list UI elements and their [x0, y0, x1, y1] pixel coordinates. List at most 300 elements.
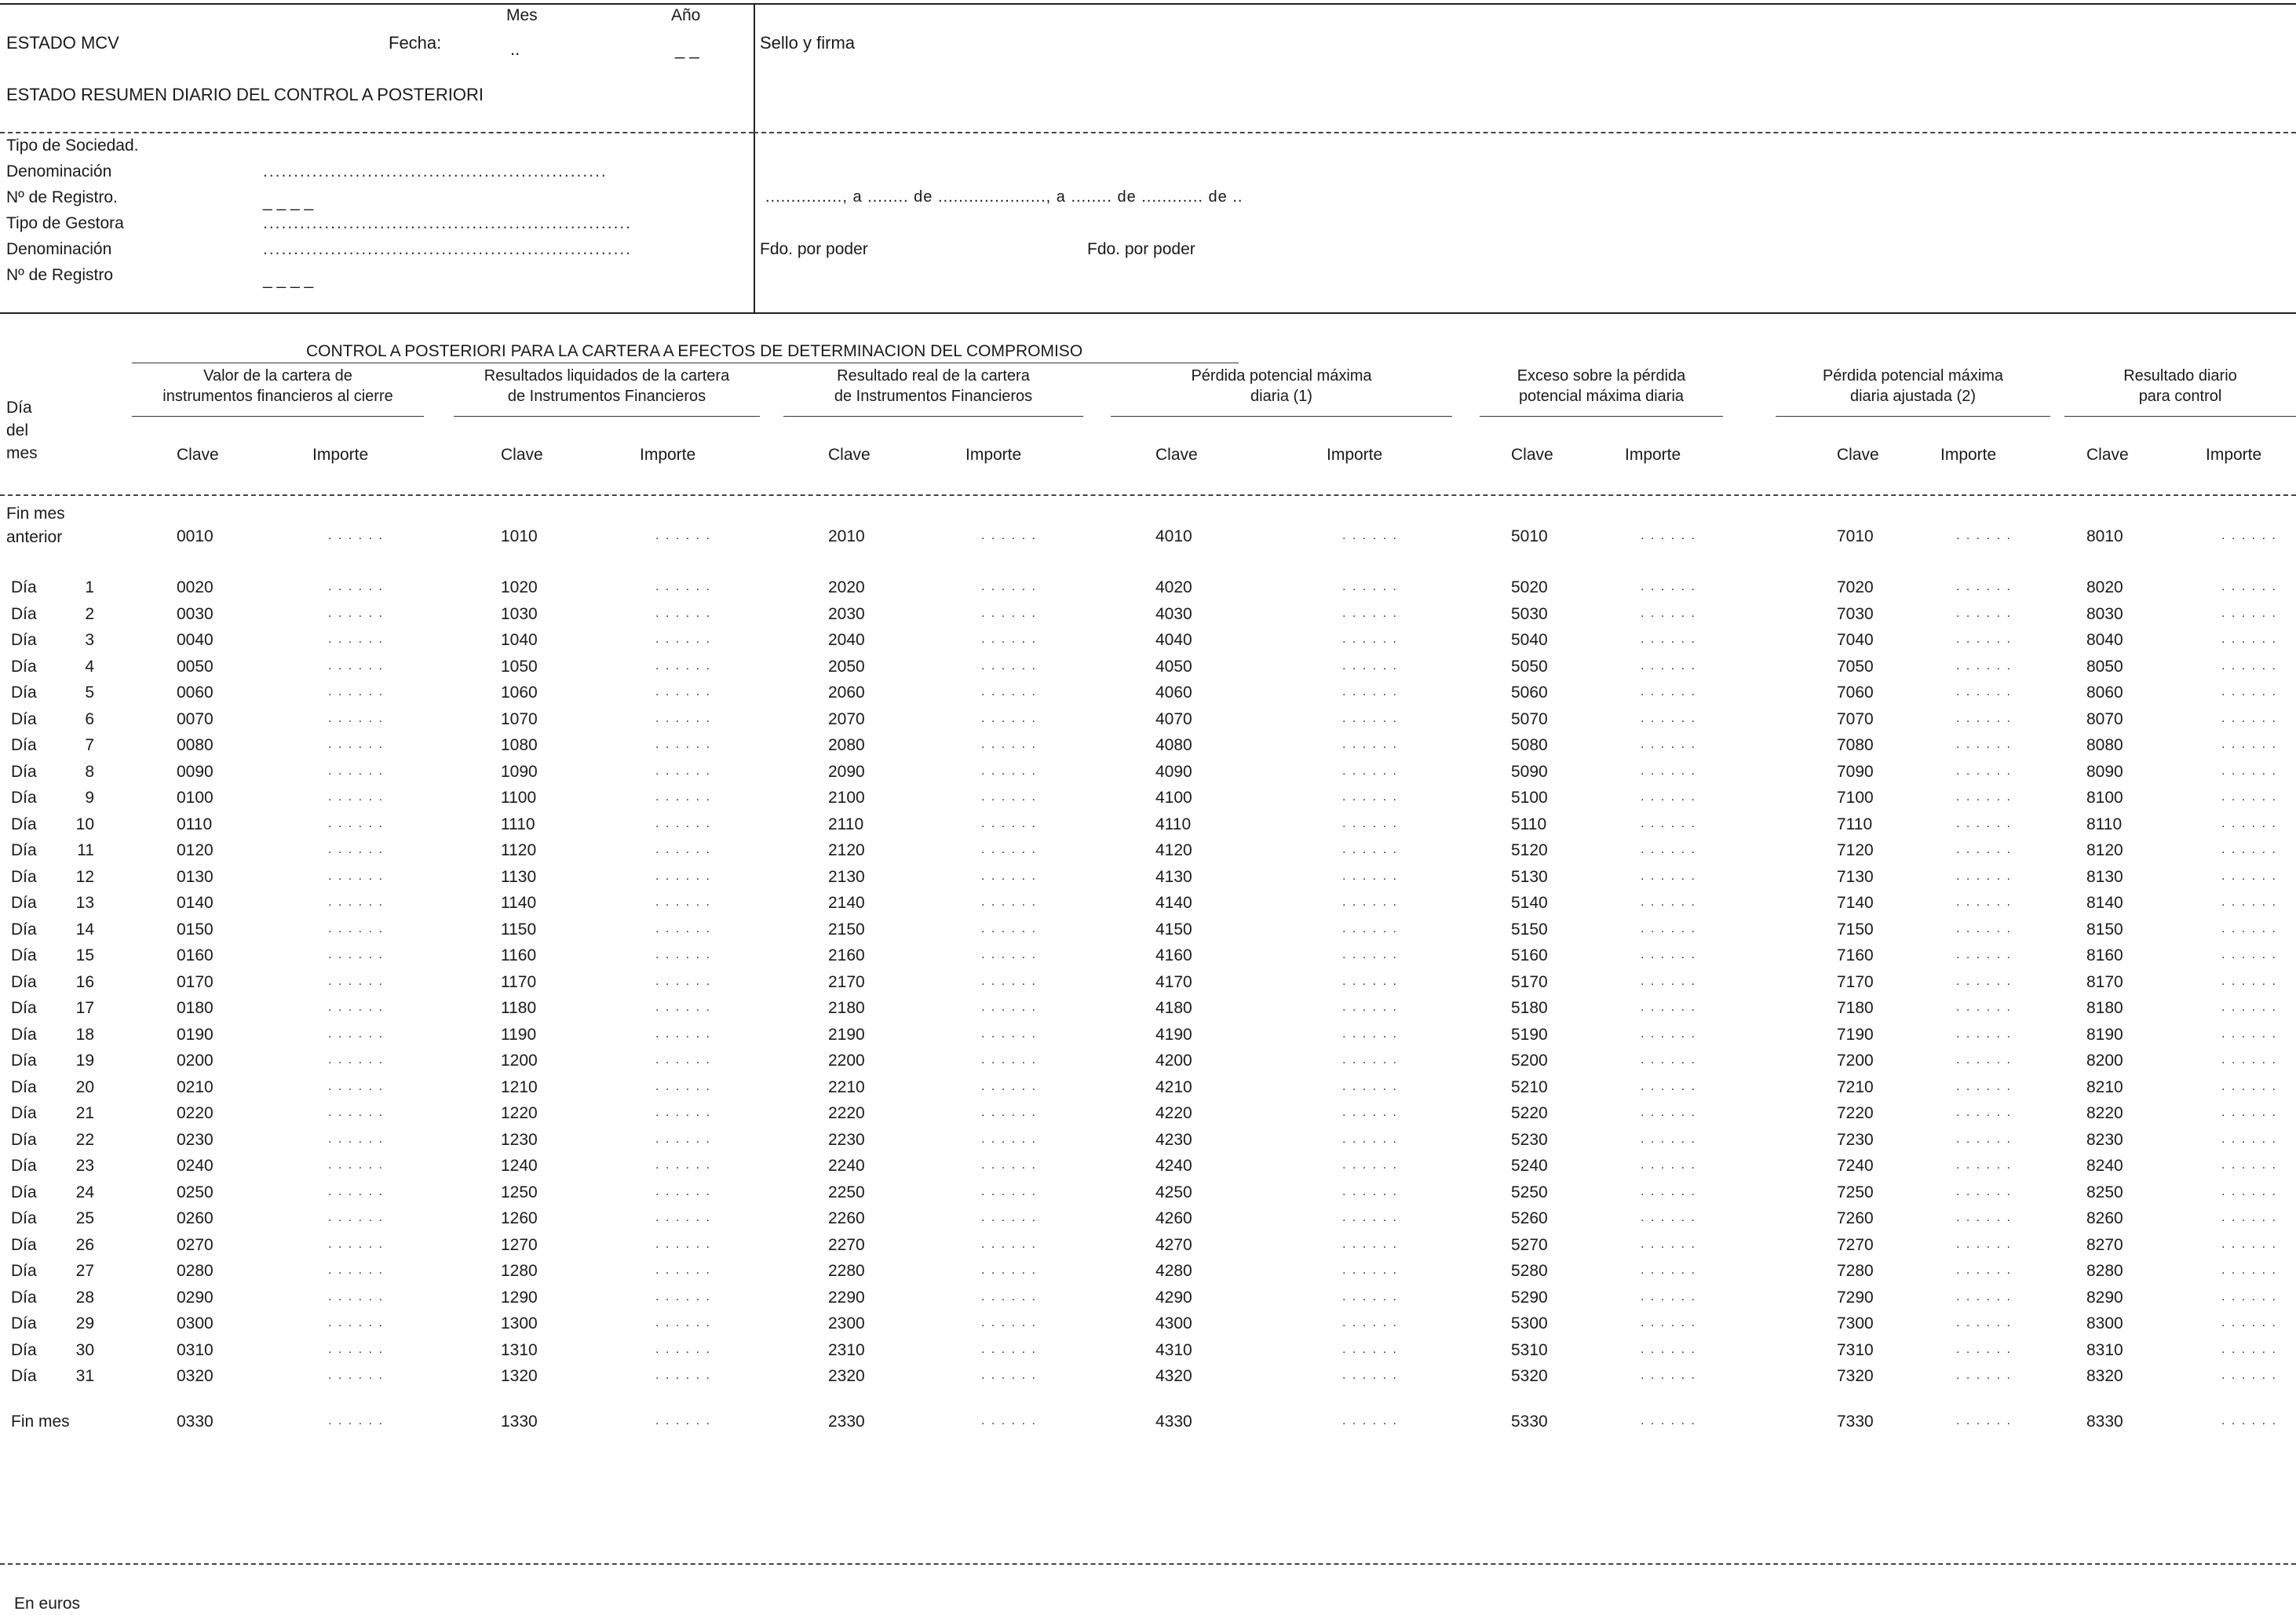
clave-code: 7200	[1837, 1052, 1874, 1070]
importe-field[interactable]: . . . . . .	[328, 580, 384, 593]
importe-field[interactable]: . . . . . .	[328, 1342, 384, 1356]
importe-field[interactable]: . . . . . .	[981, 1132, 1037, 1146]
importe-field[interactable]: . . . . . .	[1956, 1026, 2012, 1041]
clave-code: 1330	[501, 1413, 538, 1431]
clave-code: 2170	[828, 972, 865, 991]
importe-field[interactable]: . . . . . .	[328, 711, 384, 725]
importe-field[interactable]: . . . . . .	[328, 1158, 384, 1172]
importe-field[interactable]: . . . . . .	[655, 1158, 711, 1172]
clave-code: 2180	[828, 999, 865, 1017]
importe-field[interactable]: . . . . . .	[2221, 895, 2277, 909]
importe-field[interactable]: . . . . . .	[1342, 869, 1398, 883]
importe-field[interactable]: . . . . . .	[1641, 921, 1696, 935]
importe-field[interactable]: . . . . . .	[981, 633, 1037, 646]
importe-field[interactable]: . . . . . .	[328, 974, 384, 988]
importe-field[interactable]: . . . . . .	[981, 1263, 1037, 1277]
clave-code: 7230	[1837, 1130, 1874, 1149]
importe-field[interactable]: . . . . . .	[1342, 529, 1398, 542]
importe-field[interactable]: . . . . . .	[981, 580, 1037, 593]
importe-field[interactable]: . . . . . .	[655, 529, 711, 542]
importe-field[interactable]: . . . . . .	[1956, 790, 2012, 804]
importe-field[interactable]: . . . . . .	[655, 816, 711, 830]
clave-code: 7220	[1837, 1104, 1874, 1122]
importe-field[interactable]: . . . . . .	[2221, 1263, 2277, 1277]
importe-field[interactable]: . . . . . .	[1641, 1211, 1696, 1224]
importe-field[interactable]: . . . . . .	[328, 738, 384, 751]
importe-field[interactable]: . . . . . .	[655, 685, 711, 698]
importe-field[interactable]: . . . . . .	[1342, 895, 1398, 909]
importe-field[interactable]: . . . . . .	[655, 633, 711, 646]
importe-field[interactable]: . . . . . .	[1956, 658, 2012, 673]
clave-column-header: Clave	[2086, 446, 2129, 464]
importe-field[interactable]: . . . . . .	[1342, 1132, 1398, 1146]
column-group-line-1: Resultados liquidados de la cartera	[484, 367, 730, 385]
importe-field[interactable]: . . . . . .	[1641, 606, 1696, 620]
importe-field[interactable]: . . . . . .	[2221, 1079, 2277, 1093]
importe-field[interactable]: . . . . . .	[2221, 1184, 2277, 1198]
importe-field[interactable]: . . . . . .	[1641, 1414, 1696, 1427]
row-day-number: 17	[75, 999, 94, 1017]
importe-field[interactable]: . . . . . .	[328, 606, 384, 620]
importe-field[interactable]: . . . . . .	[655, 738, 711, 751]
importe-field[interactable]: . . . . . .	[1342, 948, 1398, 961]
entity-value-tipo-gestora[interactable]: ............................................................	[263, 214, 633, 232]
importe-field[interactable]: . . . . . .	[328, 1106, 384, 1119]
clave-code: 7050	[1837, 657, 1874, 676]
importe-field[interactable]: . . . . . .	[1641, 1316, 1696, 1329]
clave-code: 2130	[828, 867, 865, 886]
importe-field[interactable]: . . . . . .	[2221, 1369, 2277, 1382]
importe-field[interactable]: . . . . . .	[328, 816, 384, 830]
importe-field[interactable]: . . . . . .	[655, 1053, 711, 1066]
importe-field[interactable]: . . . . . .	[1641, 633, 1696, 646]
clave-code: 1250	[501, 1183, 538, 1201]
importe-field[interactable]: . . . . . .	[1342, 974, 1398, 988]
importe-field[interactable]: . . . . . .	[1342, 658, 1398, 673]
clave-code: 7280	[1837, 1262, 1874, 1280]
importe-field[interactable]: . . . . . .	[1342, 711, 1398, 725]
importe-field[interactable]: . . . . . .	[2221, 529, 2277, 542]
importe-field[interactable]: . . . . . .	[655, 948, 711, 961]
estado-code: ESTADO MCV	[6, 33, 119, 53]
importe-field[interactable]: . . . . . .	[1342, 1158, 1398, 1172]
importe-field[interactable]: . . . . . .	[655, 1132, 711, 1146]
importe-field[interactable]: . . . . . .	[2221, 869, 2277, 883]
importe-field[interactable]: . . . . . .	[328, 1184, 384, 1198]
importe-field[interactable]: . . . . . .	[981, 1158, 1037, 1172]
clave-code: 0120	[177, 841, 214, 859]
importe-field[interactable]: . . . . . .	[1342, 1053, 1398, 1066]
importe-field[interactable]: . . . . . .	[1342, 1289, 1398, 1303]
importe-field[interactable]: . . . . . .	[1956, 816, 2012, 830]
importe-field[interactable]: . . . . . .	[2221, 711, 2277, 725]
mes-value: ..	[510, 39, 520, 59]
clave-code: 4210	[1155, 1077, 1192, 1096]
importe-field[interactable]: . . . . . .	[1342, 1184, 1398, 1198]
importe-field[interactable]: . . . . . .	[981, 869, 1037, 883]
importe-field[interactable]: . . . . . .	[1342, 1026, 1398, 1041]
importe-field[interactable]: . . . . . .	[981, 790, 1037, 804]
importe-field[interactable]: . . . . . .	[2221, 658, 2277, 673]
importe-field[interactable]: . . . . . .	[1641, 1026, 1696, 1041]
importe-field[interactable]: . . . . . .	[1641, 1053, 1696, 1066]
importe-field[interactable]: . . . . . .	[2221, 948, 2277, 961]
importe-field[interactable]: . . . . . .	[655, 843, 711, 856]
importe-field[interactable]: . . . . . .	[1641, 1158, 1696, 1172]
importe-field[interactable]: . . . . . .	[1956, 1289, 2012, 1303]
importe-field[interactable]: . . . . . .	[2221, 606, 2277, 620]
importe-field[interactable]: . . . . . .	[981, 1026, 1037, 1041]
importe-field[interactable]: . . . . . .	[1342, 685, 1398, 698]
row-label-dia: Día	[11, 894, 37, 912]
clave-code: 0140	[177, 894, 214, 912]
clave-code: 8110	[2086, 815, 2123, 833]
importe-field[interactable]: . . . . . .	[655, 606, 711, 620]
importe-field[interactable]: . . . . . .	[1956, 948, 2012, 961]
importe-field[interactable]: . . . . . .	[328, 1316, 384, 1329]
importe-field[interactable]: . . . . . .	[1956, 1106, 2012, 1119]
importe-field[interactable]: . . . . . .	[655, 1263, 711, 1277]
importe-field[interactable]: . . . . . .	[981, 1184, 1037, 1198]
row-label-dia: Día	[11, 631, 37, 649]
importe-field[interactable]: . . . . . .	[1641, 895, 1696, 909]
importe-field[interactable]: . . . . . .	[1956, 633, 2012, 646]
clave-code: 4230	[1155, 1130, 1192, 1149]
importe-field[interactable]: . . . . . .	[1641, 843, 1696, 856]
importe-field[interactable]: . . . . . .	[328, 1001, 384, 1014]
entity-value-denominacion[interactable]: ........................................................	[263, 162, 608, 180]
importe-field[interactable]: . . . . . .	[1342, 764, 1398, 778]
importe-field[interactable]: . . . . . .	[328, 529, 384, 542]
importe-field[interactable]: . . . . . .	[655, 1026, 711, 1041]
importe-field[interactable]: . . . . . .	[981, 711, 1037, 725]
column-group-line-2: diaria ajustada (2)	[1849, 388, 1977, 405]
importe-field[interactable]: . . . . . .	[981, 1211, 1037, 1224]
importe-field[interactable]: . . . . . .	[981, 658, 1037, 673]
importe-field[interactable]: . . . . . .	[1956, 764, 2012, 778]
clave-code: 4140	[1155, 894, 1192, 912]
importe-field[interactable]: . . . . . .	[2221, 921, 2277, 935]
importe-field[interactable]: . . . . . .	[1641, 1184, 1696, 1198]
importe-field[interactable]: . . . . . .	[981, 685, 1037, 698]
clave-code: 2230	[828, 1130, 865, 1149]
importe-field[interactable]: . . . . . .	[328, 764, 384, 778]
importe-field[interactable]: . . . . . .	[328, 1369, 384, 1382]
importe-field[interactable]: . . . . . .	[981, 1414, 1037, 1427]
importe-field[interactable]: . . . . . .	[328, 921, 384, 935]
importe-field[interactable]: . . . . . .	[2221, 974, 2277, 988]
row-label-dia: Día	[11, 736, 37, 754]
importe-field[interactable]: . . . . . .	[1641, 974, 1696, 988]
importe-field[interactable]: . . . . . .	[1956, 685, 2012, 698]
importe-field[interactable]: . . . . . .	[1641, 1079, 1696, 1093]
importe-field[interactable]: . . . . . .	[2221, 1289, 2277, 1303]
clave-code: 5210	[1511, 1077, 1548, 1096]
importe-field[interactable]: . . . . . .	[981, 1369, 1037, 1382]
row-label-dia: Día	[11, 1052, 37, 1070]
importe-field[interactable]: . . . . . .	[655, 1079, 711, 1093]
importe-field[interactable]: . . . . . .	[981, 1289, 1037, 1303]
importe-field[interactable]: . . . . . .	[655, 1106, 711, 1119]
importe-field[interactable]: . . . . . .	[328, 869, 384, 883]
importe-field[interactable]: . . . . . .	[1641, 1263, 1696, 1277]
column-group-line-2: para control	[2138, 388, 2222, 405]
importe-field[interactable]: . . . . . .	[1342, 738, 1398, 751]
importe-field[interactable]: . . . . . .	[981, 895, 1037, 909]
importe-field[interactable]: . . . . . .	[655, 580, 711, 593]
importe-field[interactable]: . . . . . .	[1641, 685, 1696, 698]
importe-field[interactable]: . . . . . .	[981, 606, 1037, 620]
importe-field[interactable]: . . . . . .	[2221, 1106, 2277, 1119]
importe-field[interactable]: . . . . . .	[1956, 1263, 2012, 1277]
clave-code: 1030	[501, 604, 538, 623]
importe-field[interactable]: . . . . . .	[1641, 1001, 1696, 1014]
clave-code: 7260	[1837, 1209, 1874, 1227]
importe-field[interactable]: . . . . . .	[2221, 1132, 2277, 1146]
importe-field[interactable]: . . . . . .	[1956, 1369, 2012, 1382]
importe-field[interactable]: . . . . . .	[981, 1316, 1037, 1329]
importe-field[interactable]: . . . . . .	[655, 1342, 711, 1356]
importe-field[interactable]: . . . . . .	[1641, 764, 1696, 778]
clave-column-header: Clave	[501, 446, 543, 464]
importe-field[interactable]: . . . . . .	[981, 1237, 1037, 1251]
entity-value-registro-2[interactable]: _ _ _ _	[263, 271, 314, 289]
importe-field[interactable]: . . . . . .	[1342, 1079, 1398, 1093]
importe-field[interactable]: . . . . . .	[1342, 790, 1398, 804]
importe-field[interactable]: . . . . . .	[655, 1414, 711, 1427]
row-label-line: anterior	[6, 528, 63, 546]
importe-field[interactable]: . . . . . .	[1956, 1001, 2012, 1014]
importe-field[interactable]: . . . . . .	[328, 685, 384, 698]
importe-field[interactable]: . . . . . .	[1342, 1369, 1398, 1382]
importe-field[interactable]: . . . . . .	[328, 895, 384, 909]
row-label-dia: Día	[11, 684, 37, 702]
importe-field[interactable]: . . . . . .	[981, 1342, 1037, 1356]
clave-code: 7110	[1837, 815, 1873, 833]
importe-field[interactable]: . . . . . .	[1956, 580, 2012, 593]
importe-field[interactable]: . . . . . .	[328, 1263, 384, 1277]
importe-field[interactable]: . . . . . .	[1956, 606, 2012, 620]
importe-field[interactable]: . . . . . .	[2221, 816, 2277, 830]
importe-field[interactable]: . . . . . .	[2221, 1158, 2277, 1172]
importe-field[interactable]: . . . . . .	[2221, 1001, 2277, 1014]
entity-label-denominacion-2: Denominación	[6, 240, 112, 258]
importe-field[interactable]: . . . . . .	[1641, 816, 1696, 830]
clave-code: 1070	[501, 709, 538, 728]
importe-field[interactable]: . . . . . .	[328, 790, 384, 804]
row-day-number: 6	[85, 709, 94, 728]
importe-field[interactable]: . . . . . .	[2221, 1026, 2277, 1041]
importe-field[interactable]: . . . . . .	[655, 711, 711, 725]
importe-field[interactable]: . . . . . .	[2221, 580, 2277, 593]
importe-field[interactable]: . . . . . .	[1342, 1414, 1398, 1427]
importe-field[interactable]: . . . . . .	[328, 633, 384, 646]
importe-field[interactable]: . . . . . .	[1956, 1316, 2012, 1329]
importe-field[interactable]: . . . . . .	[1342, 633, 1398, 646]
importe-field[interactable]: . . . . . .	[1641, 658, 1696, 673]
importe-field[interactable]: . . . . . .	[981, 764, 1037, 778]
column-group-line-2: potencial máxima diaria	[1518, 388, 1685, 405]
importe-field[interactable]: . . . . . .	[655, 790, 711, 804]
importe-field[interactable]: . . . . . .	[1956, 843, 2012, 856]
importe-field[interactable]: . . . . . .	[1641, 948, 1696, 961]
importe-field[interactable]: . . . . . .	[2221, 685, 2277, 698]
importe-field[interactable]: . . . . . .	[328, 1289, 384, 1303]
importe-field[interactable]: . . . . . .	[2221, 790, 2277, 804]
importe-field[interactable]: . . . . . .	[1956, 895, 2012, 909]
importe-field[interactable]: . . . . . .	[328, 843, 384, 856]
importe-field[interactable]: . . . . . .	[981, 816, 1037, 830]
importe-field[interactable]: . . . . . .	[2221, 1414, 2277, 1427]
clave-code: 2010	[828, 527, 865, 545]
importe-field[interactable]: . . . . . .	[981, 1001, 1037, 1014]
importe-field[interactable]: . . . . . .	[328, 948, 384, 961]
importe-field[interactable]: . . . . . .	[1342, 921, 1398, 935]
importe-field[interactable]: . . . . . .	[1956, 738, 2012, 751]
importe-field[interactable]: . . . . . .	[2221, 633, 2277, 646]
importe-field[interactable]: . . . . . .	[2221, 738, 2277, 751]
place-date-line[interactable]: ..............., a ........ de ....................., a ........ de ............ de ..	[765, 188, 1243, 206]
importe-field[interactable]: . . . . . .	[1956, 974, 2012, 988]
clave-code: 5110	[1511, 815, 1547, 833]
mes-label: Mes	[506, 6, 538, 24]
importe-field[interactable]: . . . . . .	[328, 658, 384, 673]
clave-code: 7170	[1837, 972, 1874, 991]
importe-field[interactable]: . . . . . .	[1342, 606, 1398, 620]
importe-field[interactable]: . . . . . .	[655, 1369, 711, 1382]
importe-field[interactable]: . . . . . .	[655, 764, 711, 778]
importe-field[interactable]: . . . . . .	[1342, 843, 1398, 856]
importe-field[interactable]: . . . . . .	[655, 1001, 711, 1014]
dia-header-line-2: del	[6, 421, 29, 439]
importe-field[interactable]: . . . . . .	[655, 1289, 711, 1303]
importe-field[interactable]: . . . . . .	[1956, 1158, 2012, 1172]
importe-field[interactable]: . . . . . .	[1956, 1342, 2012, 1356]
row-day-number: 8	[85, 762, 94, 781]
importe-field[interactable]: . . . . . .	[1956, 921, 2012, 935]
clave-code: 0220	[177, 1104, 214, 1122]
clave-code: 4250	[1155, 1183, 1192, 1201]
clave-code: 4130	[1155, 867, 1192, 886]
clave-code: 0070	[177, 709, 214, 728]
importe-field[interactable]: . . . . . .	[1641, 529, 1696, 542]
importe-field[interactable]: . . . . . .	[1342, 1106, 1398, 1119]
importe-field[interactable]: . . . . . .	[1956, 1211, 2012, 1224]
importe-field[interactable]: . . . . . .	[2221, 1342, 2277, 1356]
importe-field[interactable]: . . . . . .	[2221, 843, 2277, 856]
clave-code: 7100	[1837, 789, 1874, 807]
importe-field[interactable]: . . . . . .	[1641, 1106, 1696, 1119]
clave-code: 4030	[1155, 604, 1192, 623]
importe-field[interactable]: . . . . . .	[2221, 1211, 2277, 1224]
row-label-dia: Día	[11, 1157, 37, 1175]
importe-field[interactable]: . . . . . .	[655, 921, 711, 935]
importe-field[interactable]: . . . . . .	[1342, 1316, 1398, 1329]
importe-field[interactable]: . . . . . .	[328, 1414, 384, 1427]
importe-field[interactable]: . . . . . .	[1641, 790, 1696, 804]
importe-field[interactable]: . . . . . .	[1641, 1289, 1696, 1303]
importe-field[interactable]: . . . . . .	[1641, 869, 1696, 883]
importe-field[interactable]: . . . . . .	[655, 895, 711, 909]
entity-label-tipo-sociedad: Tipo de Sociedad.	[6, 137, 139, 155]
importe-field[interactable]: . . . . . .	[328, 1053, 384, 1066]
importe-field[interactable]: . . . . . .	[981, 738, 1037, 751]
importe-field[interactable]: . . . . . .	[1342, 1001, 1398, 1014]
importe-field[interactable]: . . . . . .	[1641, 1342, 1696, 1356]
importe-field[interactable]: . . . . . .	[1956, 1132, 2012, 1146]
importe-field[interactable]: . . . . . .	[655, 1184, 711, 1198]
row-label-dia: Día	[11, 1288, 37, 1307]
importe-field[interactable]: . . . . . .	[981, 1053, 1037, 1066]
importe-field[interactable]: . . . . . .	[981, 843, 1037, 856]
clave-code: 0150	[177, 920, 214, 939]
importe-field[interactable]: . . . . . .	[1641, 1369, 1696, 1382]
importe-field[interactable]: . . . . . .	[1342, 1237, 1398, 1251]
clave-code: 8310	[2086, 1340, 2123, 1359]
importe-field[interactable]: . . . . . .	[1342, 580, 1398, 593]
clave-code: 8330	[2086, 1413, 2123, 1431]
importe-field[interactable]: . . . . . .	[1956, 529, 2012, 542]
clave-code: 2290	[828, 1288, 865, 1307]
importe-field[interactable]: . . . . . .	[981, 974, 1037, 988]
clave-code: 4060	[1155, 684, 1192, 702]
importe-field[interactable]: . . . . . .	[1342, 1211, 1398, 1224]
importe-field[interactable]: . . . . . .	[1641, 580, 1696, 593]
importe-field[interactable]: . . . . . .	[1956, 1184, 2012, 1198]
importe-field[interactable]: . . . . . .	[655, 1316, 711, 1329]
importe-field[interactable]: . . . . . .	[1641, 711, 1696, 725]
clave-code: 1060	[501, 684, 538, 702]
importe-field[interactable]: . . . . . .	[1956, 1079, 2012, 1093]
entity-value-denominacion-2[interactable]: ............................................................	[263, 240, 633, 258]
importe-field[interactable]: . . . . . .	[328, 1026, 384, 1041]
importe-field[interactable]: . . . . . .	[1956, 1237, 2012, 1251]
importe-field[interactable]: . . . . . .	[981, 921, 1037, 935]
importe-field[interactable]: . . . . . .	[655, 658, 711, 673]
importe-field[interactable]: . . . . . .	[655, 869, 711, 883]
importe-field[interactable]: . . . . . .	[328, 1237, 384, 1251]
importe-field[interactable]: . . . . . .	[1956, 1053, 2012, 1066]
importe-field[interactable]: . . . . . .	[655, 1211, 711, 1224]
importe-field[interactable]: . . . . . .	[981, 529, 1037, 542]
importe-field[interactable]: . . . . . .	[1342, 1263, 1398, 1277]
importe-field[interactable]: . . . . . .	[2221, 1316, 2277, 1329]
importe-field[interactable]: . . . . . .	[328, 1132, 384, 1146]
importe-field[interactable]: . . . . . .	[2221, 764, 2277, 778]
clave-code: 4180	[1155, 999, 1192, 1017]
entity-value-registro[interactable]: _ _ _ _	[263, 193, 314, 211]
importe-field[interactable]: . . . . . .	[328, 1079, 384, 1093]
importe-field[interactable]: . . . . . .	[2221, 1053, 2277, 1066]
clave-code: 8040	[2086, 631, 2123, 649]
importe-field[interactable]: . . . . . .	[1956, 869, 2012, 883]
importe-field[interactable]: . . . . . .	[981, 1079, 1037, 1093]
importe-field[interactable]: . . . . . .	[655, 1237, 711, 1251]
importe-field[interactable]: . . . . . .	[1342, 816, 1398, 830]
clave-code: 1080	[501, 736, 538, 754]
importe-field[interactable]: . . . . . .	[1641, 1132, 1696, 1146]
importe-field[interactable]: . . . . . .	[1956, 711, 2012, 725]
importe-field[interactable]: . . . . . .	[1342, 1342, 1398, 1356]
importe-field[interactable]: . . . . . .	[1641, 1237, 1696, 1251]
importe-field[interactable]: . . . . . .	[981, 1106, 1037, 1119]
importe-field[interactable]: . . . . . .	[981, 948, 1037, 961]
importe-field[interactable]: . . . . . .	[1641, 738, 1696, 751]
importe-field[interactable]: . . . . . .	[1956, 1414, 2012, 1427]
importe-field[interactable]: . . . . . .	[655, 974, 711, 988]
importe-field[interactable]: . . . . . .	[2221, 1237, 2277, 1251]
importe-field[interactable]: . . . . . .	[328, 1211, 384, 1224]
